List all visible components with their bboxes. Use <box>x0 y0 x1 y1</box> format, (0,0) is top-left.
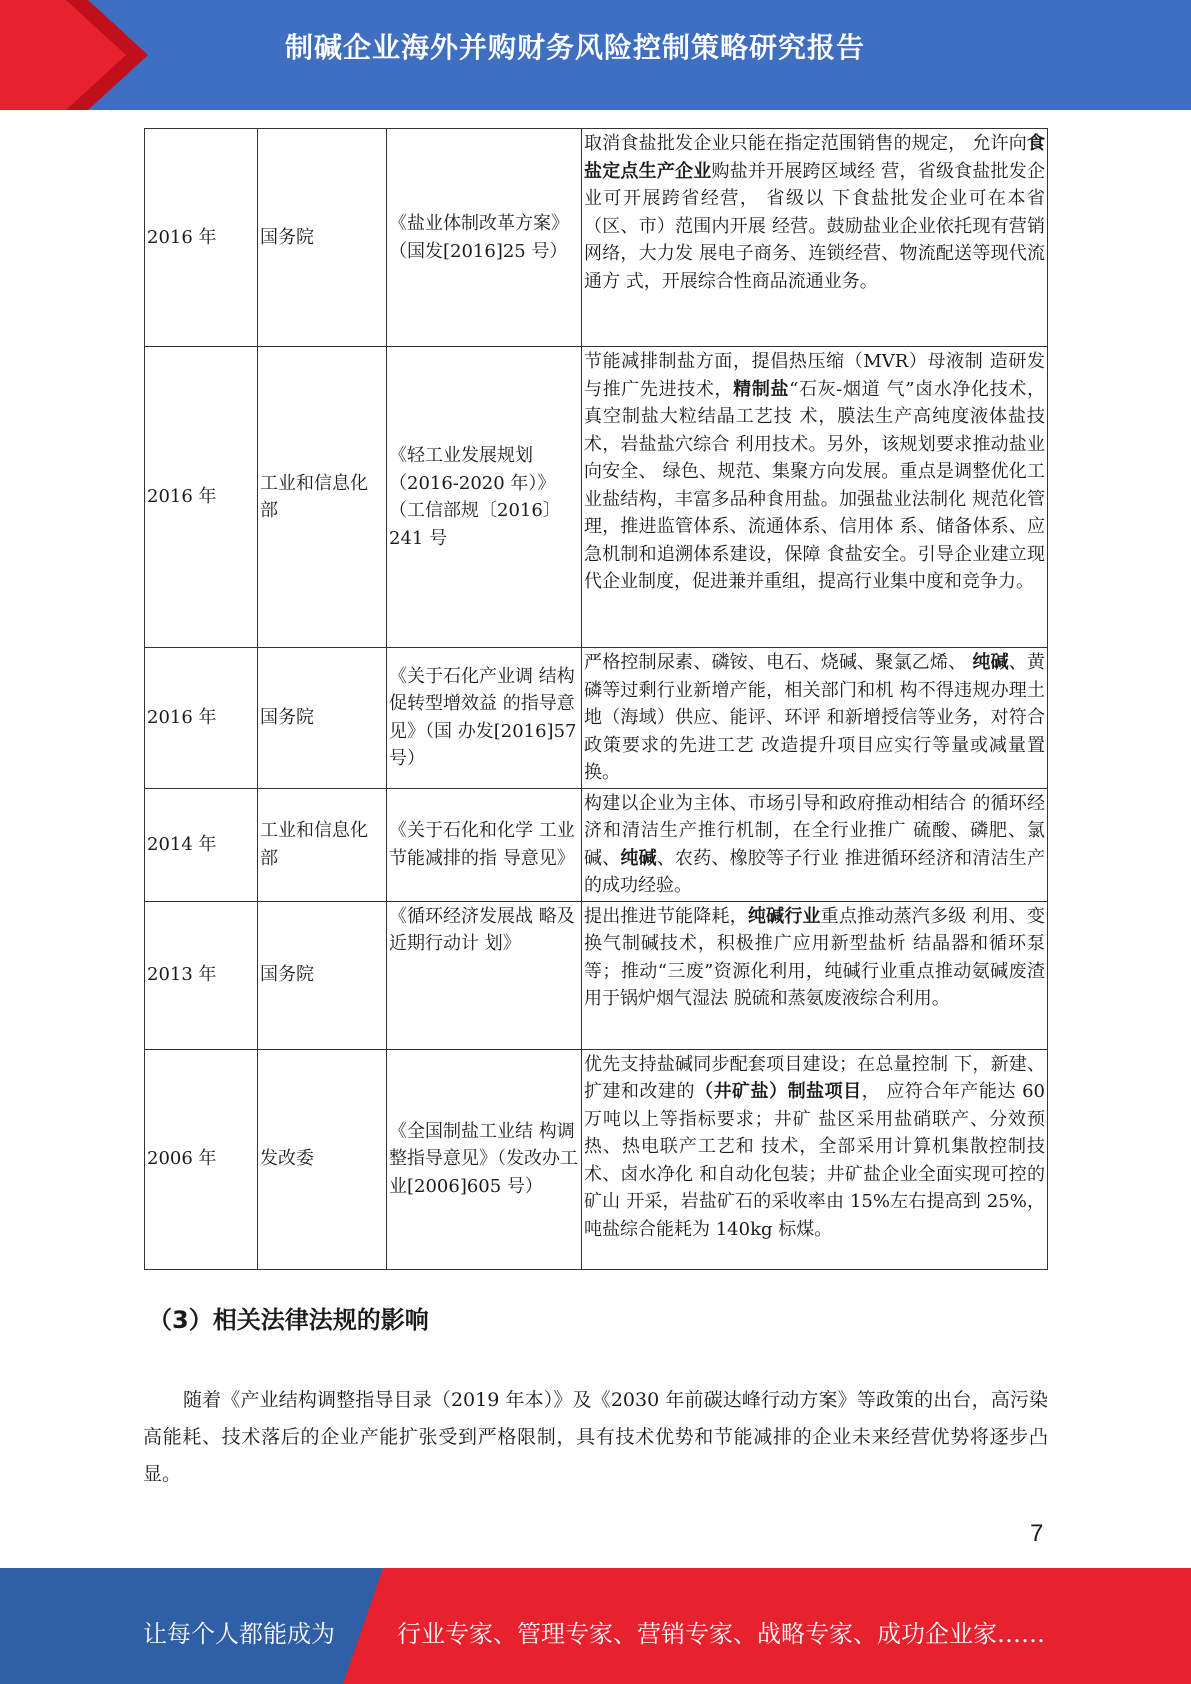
header-title: 制碱企业海外并购财务风险控制策略研究报告 <box>285 31 866 64</box>
cell-agency: 工业和信息化部 <box>258 347 387 648</box>
cell-agency: 发改委 <box>258 1049 387 1269</box>
cell-content: 优先支持盐碱同步配套项目建设；在总量控制 下，新建、扩建和改建的（井矿盐）制盐项目， 应符合年产能达 60 万吨以上等指标要求；井矿 盐区采用盐硝联产、分效预热、热电联产工艺和 技术，全部采用计算机集散控制技术、卤水净化 和自动化包装；井矿盐企业全面实现可控的矿山 开采，岩盐矿石的采收率由 15%左右提高到 25%，吨盐综合能耗为 140kg 标煤。 <box>582 1049 1048 1269</box>
section-heading: （3）相关法律法规的影响 <box>148 1306 429 1334</box>
page-header <box>0 0 1191 110</box>
cell-year: 2016 年 <box>145 347 258 648</box>
cell-agency: 国务院 <box>258 129 387 347</box>
cell-content: 严格控制尿素、磷铵、电石、烧碱、聚氯乙烯、 纯碱、黄磷等过剩行业新增产能，相关部门和机 构不得违规办理土地（海域）供应、能评、环评 和新增授信等业务，对符合政策要求的先进工艺 改造提升项目应实行等量或减量置换。 <box>582 648 1048 789</box>
cell-content: 提出推进节能降耗，纯碱行业重点推动蒸汽多级 利用、变换气制碱技术，积极推广应用新型盐析 结晶器和循环泵等；推动“三废”资源化利用，纯碱行业重点推动氨碱废渣用于锅炉烟气湿法 脱硫和蒸氨废液综合利用。 <box>582 901 1048 1049</box>
cell-year: 2016 年 <box>145 129 258 347</box>
page-footer <box>0 1568 1191 1684</box>
table-row <box>145 901 1048 1049</box>
table-row <box>145 648 1048 789</box>
cell-year: 2006 年 <box>145 1049 258 1269</box>
cell-year: 2014 年 <box>145 788 258 901</box>
cell-content: 取消食盐批发企业只能在指定范围销售的规定， 允许向食盐定点生产企业购盐并开展跨区域经 营，省级食盐批发企业可开展跨省经营， 省级以 下食盐批发企业可在本省（区、市）范围内开展 经营。鼓励盐业企业依托现有营销网络，大力发 展电子商务、连锁经营、物流配送等现代流通方 式，开展综合性商品流通业务。 <box>582 129 1048 347</box>
table-row <box>145 129 1048 347</box>
cell-document: 《循环经济发展战 略及近期行动计 划》 <box>387 901 582 1049</box>
page-number: 7 <box>1030 1520 1044 1547</box>
cell-document: 《盐业体制改革方案》（国发[2016]25 号） <box>387 129 582 347</box>
cell-content: 节能减排制盐方面，提倡热压缩（MVR）母液制 造研发与推广先进技术，精制盐“石灰-烟道 气”卤水净化技术，真空制盐大粒结晶工艺技 术，膜法生产高纯度液体盐技术，岩盐盐穴综合 利用技术。另外，该规划要求推动盐业向安全、 绿色、规范、集聚方向发展。重点是调整优化工 业盐结构，丰富多品种食用盐。加强盐业法制化 规范化管理，推进监管体系、流通体系、信用体 系、储备体系、应急机制和追溯体系建设，保障 食盐安全。引导企业建立现代企业制度，促进兼并重组，提高行业集中度和竞争力。 <box>582 347 1048 648</box>
footer-slogan-left: 让每个人都能成为 <box>143 1620 335 1648</box>
cell-document: 《关于石化和化学 工业节能减排的指 导意见》 <box>387 788 582 901</box>
body-paragraph: 随着《产业结构调整指导目录（2019 年本）》及《2030 年前碳达峰行动方案》等政策的出台，高污染高能耗、技术落后的企业产能扩张受到严格限制，具有技术优势和节能减排的企业未来经营优势将逐步凸显。 <box>143 1389 1048 1485</box>
cell-document: 《轻工业发展规划（2016-2020 年）》（工信部规〔2016〕241 号 <box>387 347 582 648</box>
policy-table <box>144 128 1048 1270</box>
cell-document: 《全国制盐工业结 构调整指导意见》（发改办工业[2006]605 号） <box>387 1049 582 1269</box>
cell-document: 《关于石化产业调 结构促转型增效益 的指导意见》（国 办发[2016]57 号） <box>387 648 582 789</box>
cell-year: 2016 年 <box>145 648 258 789</box>
cell-content: 构建以企业为主体、市场引导和政府推动相结合 的循环经济和清洁生产推行机制，在全行业推广 硫酸、磷肥、氯碱、纯碱、农药、橡胶等子行业 推进循环经济和清洁生产的成功经验。 <box>582 788 1048 901</box>
cell-agency: 国务院 <box>258 901 387 1049</box>
footer-slogan-right: 行业专家、管理专家、营销专家、战略专家、成功企业家…… <box>397 1620 1045 1648</box>
cell-agency: 工业和信息化部 <box>258 788 387 901</box>
cell-year: 2013 年 <box>145 901 258 1049</box>
cell-agency: 国务院 <box>258 648 387 789</box>
table-row <box>145 788 1048 901</box>
table-row <box>145 347 1048 648</box>
table-row <box>145 1049 1048 1269</box>
